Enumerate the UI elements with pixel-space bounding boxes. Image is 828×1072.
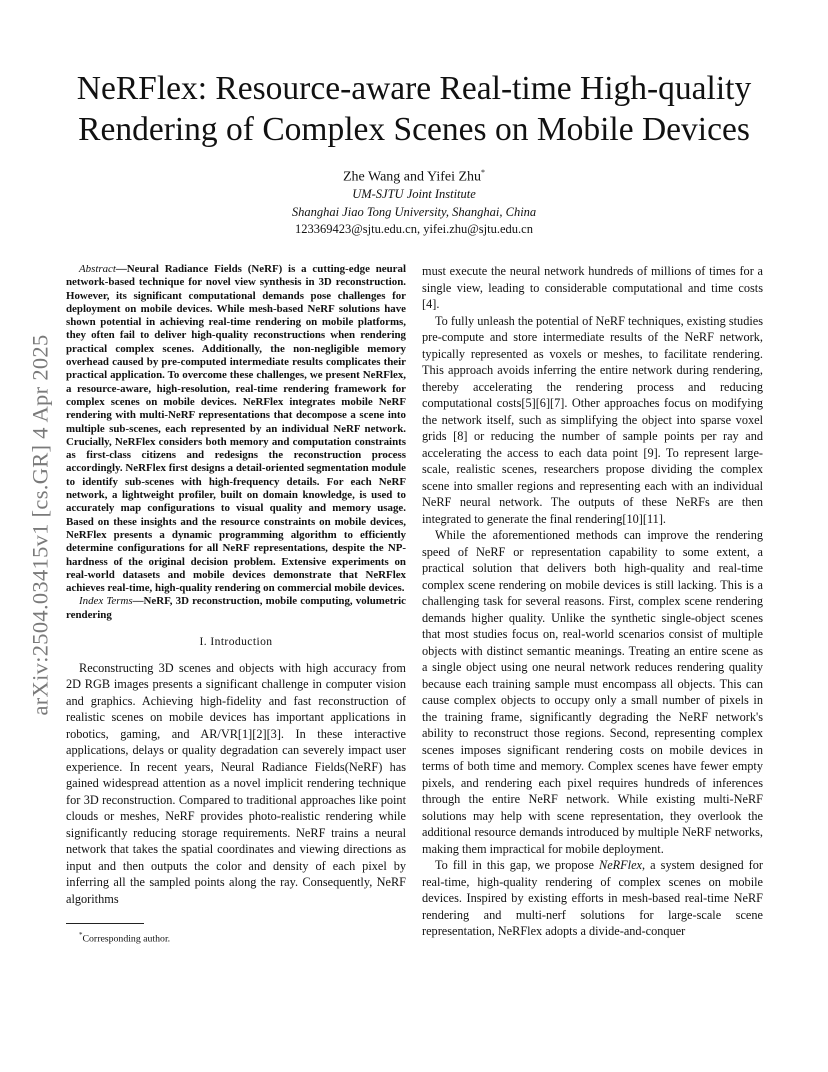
title-line-2: Rendering of Complex Scenes on Mobile Devices [78, 111, 750, 148]
author-corresponding-mark: * [481, 168, 486, 177]
author-institute: UM-SJTU Joint Institute [352, 187, 476, 202]
intro-paragraph-1: Reconstructing 3D scenes and objects with high accuracy from 2D RGB images presents a significant challenge in computer vision and graphics. Achieving high-fidelity and fast reconstruction of realistic scenes on mobile devices has important applications in robotics, gaming, and AR/VR[1][2][3]. In these interactive applications, delays or quality degradation can severely impact user experience. In recent years, Neural Radiance Fields(NeRF) has gained widespread attention as a novel implicit rendering technique for 3D reconstruction. Compared to traditional approaches like point clouds or meshes, NeRF provides photo-realistic rendering while significantly reducing storage requirements. NeRF trains a neural network that takes the spatial coordinates and viewing directions as input and then outputs the color and density of each pixel by inferring all the sampled points along the ray. Consequently, NeRF algorithms [66, 660, 406, 906]
author-emails: 123369423@sjtu.edu.cn, yifei.zhu@sjtu.edu.cn [295, 222, 533, 237]
footnote-divider [66, 923, 144, 924]
intro-paragraph-4 [422, 857, 763, 940]
intro-paragraph-2: To fully unleash the potential of NeRF techniques, existing studies pre-compute and store intermediate results of the NeRF network, typically represented as voxels or meshes, to facilitate rendering. This approach avoids inferring the entire network during rendering, thereby accelerating the rendering process and reducing computational costs[5][6][7]. Other approaches focus on modifying the network itself, such as simplifying the object into sparse voxel grids [8] or reducing the number of sample points per ray and accelerating the access to each data point [9]. To represent large-scale, realistic scenes, researchers propose dividing the complex scene into smaller regions and representing each with an individual NeRF neural network. The outputs of these NeRFs are then integrated to generate the final rendering[10][11]. [422, 313, 763, 526]
abstract: Abstract—Neural Radiance Fields (NeRF) is a cutting-edge neural network-based technique for novel view synthesis in 3D reconstruction. However, its significant computational demands pose challenges for deployment on mobile devices. While mesh-based NeRF solutions have shown potential in achieving real-time rendering on mobile platforms, they often fail to deliver high-quality reconstructions when rendering practical complex scenes. Additionally, the non-negligible memory overhead caused by pre-computed intermediate results complicates their practical application. To overcome these challenges, we present NeRFlex, a resource-aware, high-resolution, real-time rendering framework for complex scenes on mobile devices. NeRFlex integrates mobile NeRF rendering with multi-NeRF representations that decompose a scene into multiple sub-scenes, each represented by an individual NeRF network. Crucially, NeRFlex considers both memory and computation constraints as first-class citizens and redesigns the reconstruction process accordingly. NeRFlex first designs a detail-oriented segmentation module to identify sub-scenes with high-frequency details. For each NeRF network, a lightweight profiler, built on domain knowledge, is used to accurately map configurations to visual quality and memory usage. Based on these insights and the resource constraints on mobile devices, NeRFlex presents a dynamic programming algorithm to efficiently determine configurations for all NeRF representations, despite the NP-hardness of the original decision problem. Extensive experiments on real-world datasets and mobile devices demonstrate that NeRFlex achieves real-time, high-quality rendering on commercial mobile devices. [66, 263, 406, 595]
author-names: Zhe Wang and Yifei Zhu* [342, 168, 486, 185]
abstract-text: Neural Radiance Fields (NeRF) is a cutting-edge neural network-based technique for novel view synthesis in 3D reconstruction. However, its significant computational demands pose challenges for deployment on mobile devices. While mesh-based NeRF solutions have shown potential in achieving real-time rendering on mobile platforms, they often fail to deliver high-quality reconstructions when rendering practical complex scenes. Additionally, the non-negligible memory overhead caused by pre-computed intermediate results complicates their practical application. To overcome these challenges, we present NeRFlex, a resource-aware, high-resolution, real-time rendering framework for complex scenes on mobile devices. NeRFlex integrates mobile NeRF rendering with multi-NeRF representations that decompose a scene into multiple sub-scenes, each represented by an individual NeRF network. Crucially, NeRFlex considers both memory and computation constraints as first-class citizens and redesigns the reconstruction process accordingly. NeRFlex first designs a detail-oriented segmentation module to identify sub-scenes with high-frequency details. For each NeRF network, a lightweight profiler, built on domain knowledge, is used to accurately map configurations to visual quality and memory usage. Based on these insights and the resource constraints on mobile devices, NeRFlex presents a dynamic programming algorithm to efficiently determine configurations for all NeRF representations, despite the NP-hardness of the original decision problem. Extensive experiments on real-world datasets and mobile devices demonstrate that NeRFlex achieves real-time, high-quality rendering on commercial mobile devices. [66, 263, 406, 595]
intro-paragraph-continued: must execute the neural network hundreds of millions of times for a single view, leading to considerable computational and time costs [4]. [422, 264, 763, 311]
index-terms-text: NeRF, 3D reconstruction, mobile computing, volumetric rendering [66, 595, 407, 621]
right-column [422, 263, 763, 940]
index-terms: Index Terms—NeRF, 3D reconstruction, mobile computing, volumetric rendering [66, 595, 407, 621]
intro-paragraph-4-rest: , a system designed for real-time, high-quality rendering of complex scenes on mobile devices. Inspired by existing efforts in mesh-based real-time NeRF rendering and multi-nerf solutions for large-scale scene representation, NeRFlex adopts a divide-and-conquer [422, 858, 763, 938]
author-affiliation: Shanghai Jiao Tong University, Shanghai, China [291, 204, 537, 219]
footnote-mark: * [79, 931, 83, 940]
title-line-1: NeRFlex: Resource-aware Real-time High-quality [76, 70, 752, 107]
arxiv-identifier-text: arXiv:2504.03415v1 [cs.GR] 4 Apr 2025 [28, 334, 54, 716]
left-column [66, 263, 406, 945]
intro-paragraph-3: While the aforementioned methods can improve the rendering speed of NeRF or representation capability to some extent, a practical solution that delivers both high-quality and real-time complex scene rendering on mobile devices is still lacking. This is a challenging task for several reasons. First, complex scene rendering demands higher quality. Unlike the synthetic single-object scenes that most studies focus on, real-world scenarios consist of multiple objects with distinct semantic meanings. Treating an entire scene as a single object using one neural network reduces rendering quality because each training sample must encompass all objects. This can cause complex objects to occupy only a small number of pixels in the training frame, significantly degrading the NeRF network's ability to reconstruct those regions. Second, representing complex scenes imposes significant rendering costs on mobile devices in terms of both time and memory. Complex scenes have fewer empty pixels, and rendering each pixel requires hundreds of inferences through the entire NeRF network. While existing multi-NeRF solutions may help with scene representation, they overlook the additional resource demands introduced by multiple NeRF networks, making them impractical for mobile deployment. [422, 528, 763, 856]
section-heading-introduction: I. Introduction [199, 635, 273, 649]
arxiv-identifier-stamp [18, 290, 64, 760]
abstract-label: Abstract [79, 263, 116, 275]
paper-title [60, 68, 768, 150]
index-terms-label: Index Terms [79, 595, 133, 608]
footnote-text: Corresponding author. [82, 933, 171, 945]
intro-paragraph-4-start: To fill in this gap, we propose [435, 858, 599, 872]
system-name-emphasis: NeRFlex [599, 858, 643, 872]
footnote [66, 929, 406, 945]
author-block [60, 164, 768, 239]
